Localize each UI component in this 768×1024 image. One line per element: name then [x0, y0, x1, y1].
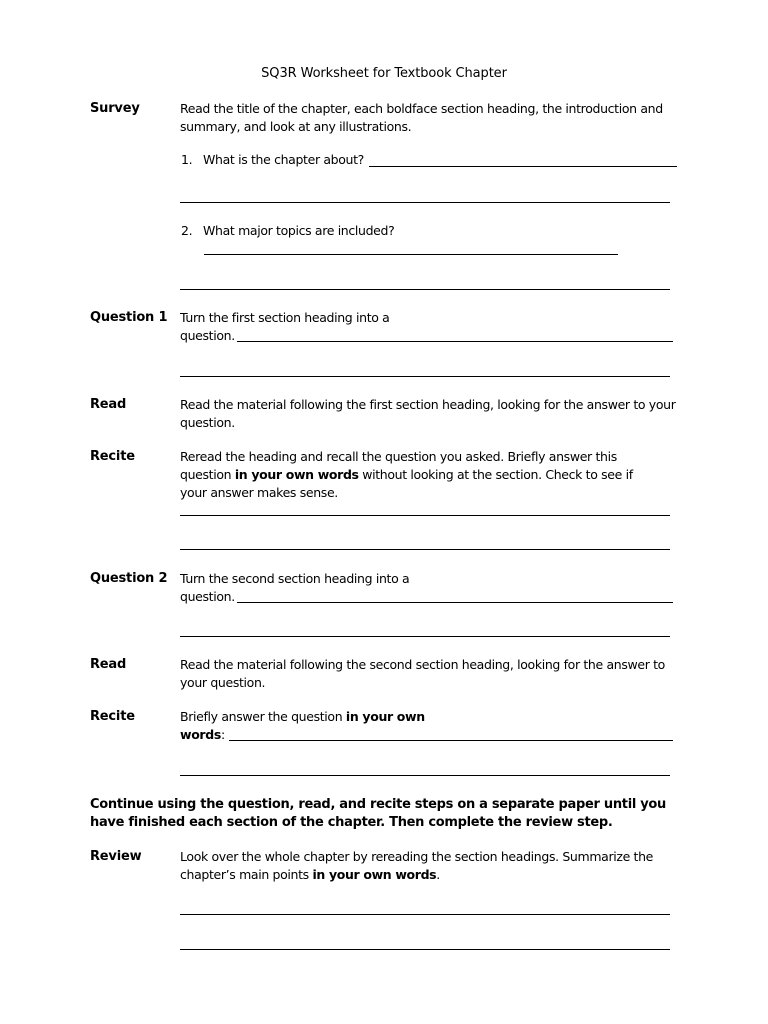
recite-2-text-b-plain: : [220, 727, 225, 742]
recite-2-text-bold-b: words [180, 727, 221, 742]
survey-question-2-text: What major topics are included? [203, 223, 395, 238]
review-text-bold: in your own words [312, 867, 437, 882]
page-title: SQ3R Worksheet for Textbook Chapter [261, 66, 507, 81]
read-2-text: Read the material following the second section heading, looking for the answer to your question. [180, 657, 665, 690]
review-text [180, 848, 675, 884]
recite-2-label: Recite [90, 709, 135, 724]
read-1-text: Read the material following the first section heading, looking for the answer to your question. [180, 397, 676, 430]
survey-question-2-number: 2. [181, 223, 193, 238]
review-label: Review [90, 849, 142, 864]
review-text-a: Look over the whole chapter by rereading the section headings. Summarize the chapter’s main points [180, 849, 654, 882]
read-1-label: Read [90, 397, 127, 412]
answer-line[interactable] [180, 289, 670, 290]
answer-line[interactable] [180, 549, 670, 550]
answer-line[interactable] [237, 602, 673, 603]
question-2-text-a: Turn the second section heading into a [180, 571, 410, 586]
survey-question-1-text: What is the chapter about? [203, 152, 364, 167]
answer-line[interactable] [237, 341, 673, 342]
question-1-label: Question 1 [90, 310, 168, 325]
recite-1-label: Recite [90, 449, 135, 464]
survey-question-2 [181, 223, 394, 238]
recite-1-text [180, 448, 660, 502]
question-2-text-b: question. [180, 589, 235, 604]
recite-2-text-a-plain: Briefly answer the question [180, 709, 346, 724]
review-text-b: . [436, 867, 440, 882]
answer-line[interactable] [180, 914, 670, 915]
answer-line[interactable] [180, 636, 670, 637]
continue-note: Continue using the question, read, and recite steps on a separate paper until you have finished each section of the chapter. Then complete the review step. [90, 797, 666, 830]
answer-line[interactable] [180, 949, 670, 950]
recite-2-text-a [180, 708, 680, 726]
recite-2-text-bold-a: in your own [345, 709, 425, 724]
recite-1-text-b: without looking at the section. Check to see if your answer makes sense. [180, 467, 633, 500]
survey-question-1 [181, 152, 364, 167]
answer-line[interactable] [180, 376, 670, 377]
question-2-label: Question 2 [90, 571, 168, 586]
recite-1-text-bold: in your own words [234, 467, 359, 482]
survey-label: Survey [90, 101, 140, 116]
survey-question-1-number: 1. [181, 152, 193, 167]
answer-line[interactable] [180, 775, 670, 776]
recite-2-text-b [180, 726, 225, 744]
answer-line[interactable] [180, 515, 670, 516]
read-2-label: Read [90, 657, 127, 672]
question-1-text-a: Turn the first section heading into a [180, 310, 390, 325]
survey-instructions: Read the title of the chapter, each boldface section heading, the introduction and summary, and look at any illustrations. [180, 101, 663, 134]
recite-1-text-a: Reread the heading and recall the question you asked. Briefly answer this question [180, 449, 617, 482]
answer-line[interactable] [180, 202, 670, 203]
question-1-text-b: question. [180, 328, 235, 343]
answer-line[interactable] [204, 254, 618, 255]
answer-line[interactable] [229, 740, 673, 741]
answer-line[interactable] [369, 166, 677, 167]
